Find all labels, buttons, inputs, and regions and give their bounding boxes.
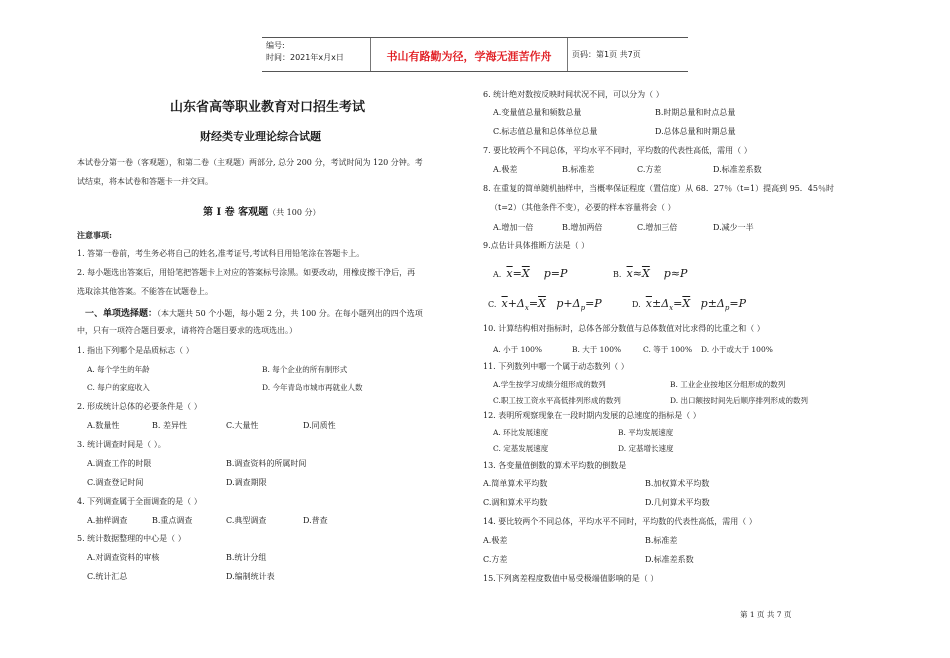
notice-item-2: 2. 每小题选出答案后，用铅笔把答题卡上对应的答案标号涂黑。如要改动，用橡皮擦干净后，再 <box>77 268 416 277</box>
option: D.同质性 <box>303 421 336 430</box>
question-stem: 11. 下列数列中哪一个属于动态数列（ ） <box>483 362 629 371</box>
option: A.调查工作的时限 <box>87 459 152 468</box>
option: B.重点调查 <box>152 516 193 525</box>
option-letter: A. <box>493 270 502 279</box>
section-heading <box>203 203 320 218</box>
option: B.标准差 <box>562 165 595 174</box>
option: A.增加一倍 <box>493 223 534 232</box>
notice-item-1: 1. 答第一卷前，考生务必将自己的姓名,准考证号,考试科目用铅笔涂在答题卡上。 <box>77 249 365 258</box>
option: C.标志值总量和总体单位总量 <box>493 127 598 136</box>
question-stem: 6. 统计绝对数按反映时间状况不同，可以分为（ ） <box>483 90 664 99</box>
option: C.方差 <box>637 165 662 174</box>
exam-subtitle: 财经类专业理论综合试题 <box>200 130 321 143</box>
exam-title: 山东省高等职业教育对口招生考试 <box>170 100 366 115</box>
question-stem: 10. 计算结构相对指标时，总体各部分数值与总体数值对比求得的比重之和（ ） <box>483 324 765 333</box>
question-stem: 7. 要比较两个不同总体，平均水平不同时，平均数的代表性高低，需用（ ） <box>483 146 752 155</box>
option: C. 每户的家庭收入 <box>87 383 150 392</box>
serial-label: 编号: <box>266 41 285 50</box>
part-one-text-2: 中，只有一项符合题目要求，请将符合题目要求的选项选出。） <box>77 326 297 335</box>
question-stem: 12. 表明所观察现象在一段时期内发展的总速度的指标是（ ） <box>483 411 701 420</box>
option: D.减少一半 <box>713 223 754 232</box>
question-stem: 1. 指出下列哪个是品质标志（ ） <box>77 346 194 355</box>
option: B.统计分组 <box>226 553 267 562</box>
option: A. 每个学生的年龄 <box>87 365 150 374</box>
option: D.编制统计表 <box>226 572 275 581</box>
question-stem: 8. 在重复的简单随机抽样中，当概率保证程度（置信度）从 68．27％（t=1）提高到 95．45％时 <box>483 184 834 193</box>
option: D.普查 <box>303 516 328 525</box>
option: B. 大于 100% <box>572 345 622 354</box>
option: C. 定基发展速度 <box>493 444 549 453</box>
option-letter: D. <box>632 300 641 309</box>
formula-c: $\overline{x}+\Delta_x=\overline{X}$ $p+\Delta_p=P$ <box>501 297 602 313</box>
option: C.典型调查 <box>226 516 267 525</box>
formula-option-d <box>632 292 746 312</box>
formula-option-c <box>488 292 602 312</box>
notice-item-3: 选取涂其他答案。不能答在试题卷上。 <box>77 287 213 296</box>
option: A.学生按学习成绩分组形成的数列 <box>493 380 606 389</box>
option: B. 工业企业按地区分组形成的数列 <box>670 380 786 389</box>
section-label: 第 Ⅰ 卷 客观题 <box>203 207 269 218</box>
part-one-label: 一、单项选择题： <box>85 309 158 319</box>
option: A.数量性 <box>87 421 120 430</box>
option: A.变量值总量和频数总量 <box>493 108 582 117</box>
option: C.大量性 <box>226 421 259 430</box>
question-stem: 5. 统计数据整理的中心是（ ） <box>77 534 186 543</box>
page-footer: 第 1 页 共 7 页 <box>740 610 792 619</box>
question-stem: 15.下列离差程度数值中易受极端值影响的是（ ） <box>483 574 659 583</box>
notice-title: 注意事项: <box>77 230 112 240</box>
option: A.极差 <box>493 165 518 174</box>
option: B. 平均发展速度 <box>618 428 674 437</box>
option: A.简单算术平均数 <box>483 479 548 488</box>
option: D. 今年青岛市城市再就业人数 <box>262 383 363 392</box>
motto: 书山有路勤为径，学海无涯苦作舟 <box>386 50 552 63</box>
option: B. 每个企业的所有制形式 <box>262 365 348 374</box>
option: B.调查资料的所属时间 <box>226 459 307 468</box>
option: A.对调查资料的审核 <box>87 553 160 562</box>
intro-line-1: 本试卷分第一卷（客观题），和第二卷（主观题）两部分, 总分 200 分，考试时间为 120 分钟。考 <box>77 158 423 167</box>
formula-option-b <box>613 262 687 281</box>
question-stem: 3. 统计调查时间是（ ）。 <box>77 440 166 449</box>
section-note: （共 100 分） <box>268 208 321 217</box>
formula-a: $\overline{x}=\overline{X}$ p=P <box>506 267 568 280</box>
option-letter: C. <box>488 300 497 309</box>
part-one-text-1: （本大题共 50 个小题，每小题 2 分，共 100 分。在每小题列出的四个选项 <box>157 309 423 318</box>
question-stem: 4. 下列调查属于全面调查的是（ ） <box>77 497 202 506</box>
option: A.极差 <box>483 536 508 545</box>
question-stem: 2. 形成统计总体的必要条件是（ ） <box>77 402 202 411</box>
intro-line-2: 试结束，将本试卷和答题卡一并交回。 <box>77 177 213 186</box>
option: C. 等于 100% <box>643 345 693 354</box>
header-page-info: 页码：第1页 共7页 <box>572 50 641 59</box>
formula-option-a <box>493 262 567 281</box>
option: C.方差 <box>483 555 508 564</box>
option: C.调查登记时间 <box>87 478 144 487</box>
option: D. 定基增长速度 <box>618 444 674 453</box>
option: D. 小于或大于 100% <box>701 345 773 354</box>
option: C.增加三倍 <box>637 223 678 232</box>
question-stem-cont: （t=2）（其他条件不变），必要的样本容量将会（ ） <box>490 203 676 212</box>
option-letter: B. <box>613 270 622 279</box>
option: D.调查期限 <box>226 478 267 487</box>
option: D.标准差系数 <box>713 165 762 174</box>
option: A.抽样调查 <box>87 516 128 525</box>
option: B.增加两倍 <box>562 223 603 232</box>
option: B.加权算术平均数 <box>645 479 710 488</box>
option: D.标准差系数 <box>645 555 694 564</box>
header-right-cell <box>566 38 688 71</box>
part-one-line-1 <box>85 306 423 319</box>
option: C.统计汇总 <box>87 572 128 581</box>
question-stem: 9.点估计具体推断方法是（ ） <box>483 241 590 250</box>
option: B.标准差 <box>645 536 678 545</box>
option: D. 出口额按时间先后顺序排列形成的数列 <box>670 396 809 405</box>
option: C.职工按工资水平高低排列形成的数列 <box>493 396 621 405</box>
header-center-cell <box>370 38 568 71</box>
header-left-cell <box>262 38 370 71</box>
option: B.时期总量和时点总量 <box>655 108 736 117</box>
option: C.调和算术平均数 <box>483 498 548 507</box>
option: D.几何算术平均数 <box>645 498 710 507</box>
question-stem: 13. 各变量值倒数的算术平均数的倒数是 <box>483 461 627 470</box>
option: D.总体总量和时期总量 <box>655 127 736 136</box>
time-label: 时间：2021年x月x日 <box>266 53 344 62</box>
formula-b: $\overline{x}\approx\overline{X}$ p≈P <box>626 267 688 280</box>
formula-d: $\overline{x}\pm\Delta_x=\overline{X}$ $p\pm\Delta_p=P$ <box>645 297 746 313</box>
page-header <box>262 37 688 72</box>
question-stem: 14. 要比较两个不同总体，平均水平不同时，平均数的代表性高低，需用（ ） <box>483 517 757 526</box>
option: B. 差异性 <box>152 421 187 430</box>
option: A. 小于 100% <box>493 345 543 354</box>
option: A. 环比发展速度 <box>493 428 549 437</box>
